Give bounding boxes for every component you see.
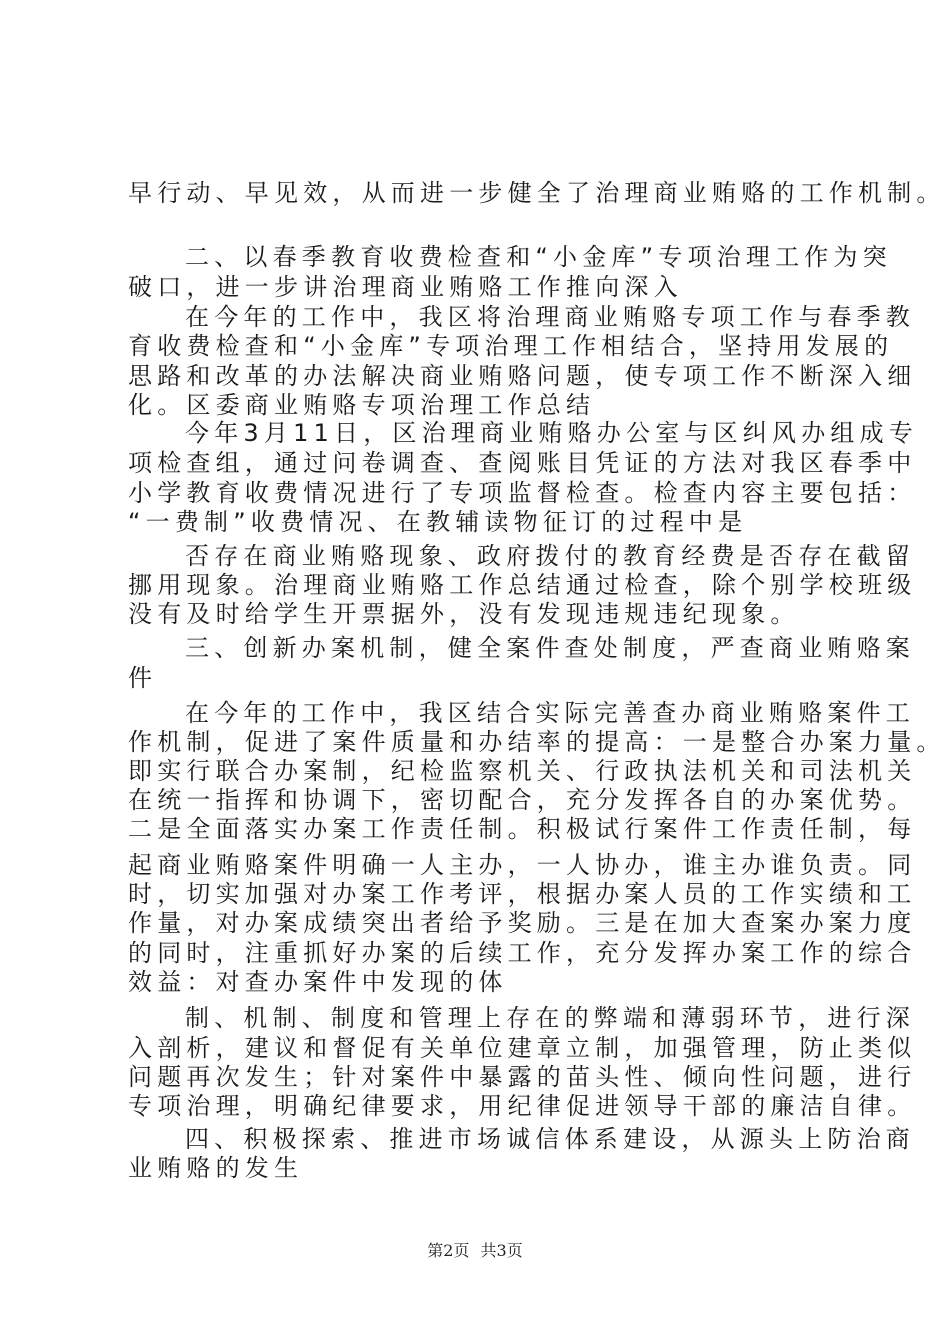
paragraph-line: 项检查组，通过问卷调查、查阅账目凭证的方法对我区春季中 [128, 449, 917, 477]
paragraph-line: 破口，进一步讲治理商业贿赂工作推向深入 [128, 273, 683, 301]
paragraph-first-line: 在今年的工作中，我区结合实际完善查办商业贿赂案件工 [185, 699, 915, 727]
paragraph-line: 入剖析，建议和督促有关单位建章立制，加强管理，防止类似 [128, 1034, 917, 1062]
paragraph-line: 挪用现象。治理商业贿赂工作总结通过检查，除个别学校班级 [128, 571, 917, 599]
paragraph-line: 时，切实加强对办案工作考评，根据办案人员的工作实绩和工 [128, 880, 917, 908]
paragraph-line: 没有及时给学生开票据外，没有发现违规违纪现象。 [128, 600, 800, 628]
paragraph-line: 作机制，促进了案件质量和办结率的提高：一是整合办案力量。 [128, 728, 946, 756]
paragraph-line: 作量，对办案成绩突出者给予奖励。三是在加大查案办案力度 [128, 909, 917, 937]
paragraph-line: 问题再次发生；针对案件中暴露的苗头性、倾向性问题，进行 [128, 1063, 917, 1091]
page-total: 共3页 [480, 1241, 523, 1260]
paragraph-first-line: 三、创新办案机制，健全案件查处制度，严查商业贿赂案 [185, 634, 915, 662]
paragraph-line: “一费制”收费情况、在教辅读物征订的过程中是 [128, 508, 748, 536]
paragraph-first-line: 制、机制、制度和管理上存在的弊端和薄弱环节，进行深 [185, 1004, 915, 1032]
paragraph-line: 在统一指挥和协调下，密切配合，充分发挥各自的办案优势。 [128, 786, 917, 814]
paragraph-line: 的同时，注重抓好办案的后续工作，充分发挥办案工作的综合 [128, 939, 917, 967]
paragraph-line: 件 [128, 664, 158, 692]
paragraph-line: 早行动、早见效，从而进一步健全了治理商业贿赂的工作机制。 [128, 179, 946, 207]
paragraph-line: 二是全面落实办案工作责任制。积极试行案件工作责任制，每 [128, 815, 917, 843]
paragraph-line: 即实行联合办案制，纪检监察机关、行政执法机关和司法机关 [128, 757, 917, 785]
paragraph-line: 化。区委商业贿赂专项治理工作总结 [128, 391, 596, 419]
page-footer [0, 1238, 950, 1261]
paragraph-line: 专项治理，明确纪律要求，用纪律促进领导干部的廉洁自律。 [128, 1092, 917, 1120]
paragraph-first-line: 四、积极探索、推进市场诚信体系建设，从源头上防治商 [185, 1125, 915, 1153]
paragraph-line: 业贿赂的发生 [128, 1154, 304, 1182]
paragraph-first-line: 否存在商业贿赂现象、政府拨付的教育经费是否存在截留 [185, 542, 915, 570]
paragraph-first-line: 在今年的工作中，我区将治理商业贿赂专项工作与春季教 [185, 303, 915, 331]
paragraph-line: 思路和改革的办法解决商业贿赂问题，使专项工作不断深入细 [128, 362, 917, 390]
paragraph-line: 效益：对查办案件中发现的体 [128, 968, 508, 996]
paragraph-line: 育收费检查和“小金库”专项治理工作相结合，坚持用发展的 [128, 332, 894, 360]
page-number: 第2页 [427, 1241, 470, 1260]
paragraph-first-line: 今年3月11日，区治理商业贿赂办公室与区纠风办组成专 [185, 419, 919, 447]
paragraph-first-line: 二、以春季教育收费检查和“小金库”专项治理工作为突 [185, 243, 892, 271]
paragraph-line: 小学教育收费情况进行了专项监督检查。检查内容主要包括： [128, 479, 917, 507]
paragraph-line: 起商业贿赂案件明确一人主办，一人协办，谁主办谁负责。同 [128, 851, 917, 879]
